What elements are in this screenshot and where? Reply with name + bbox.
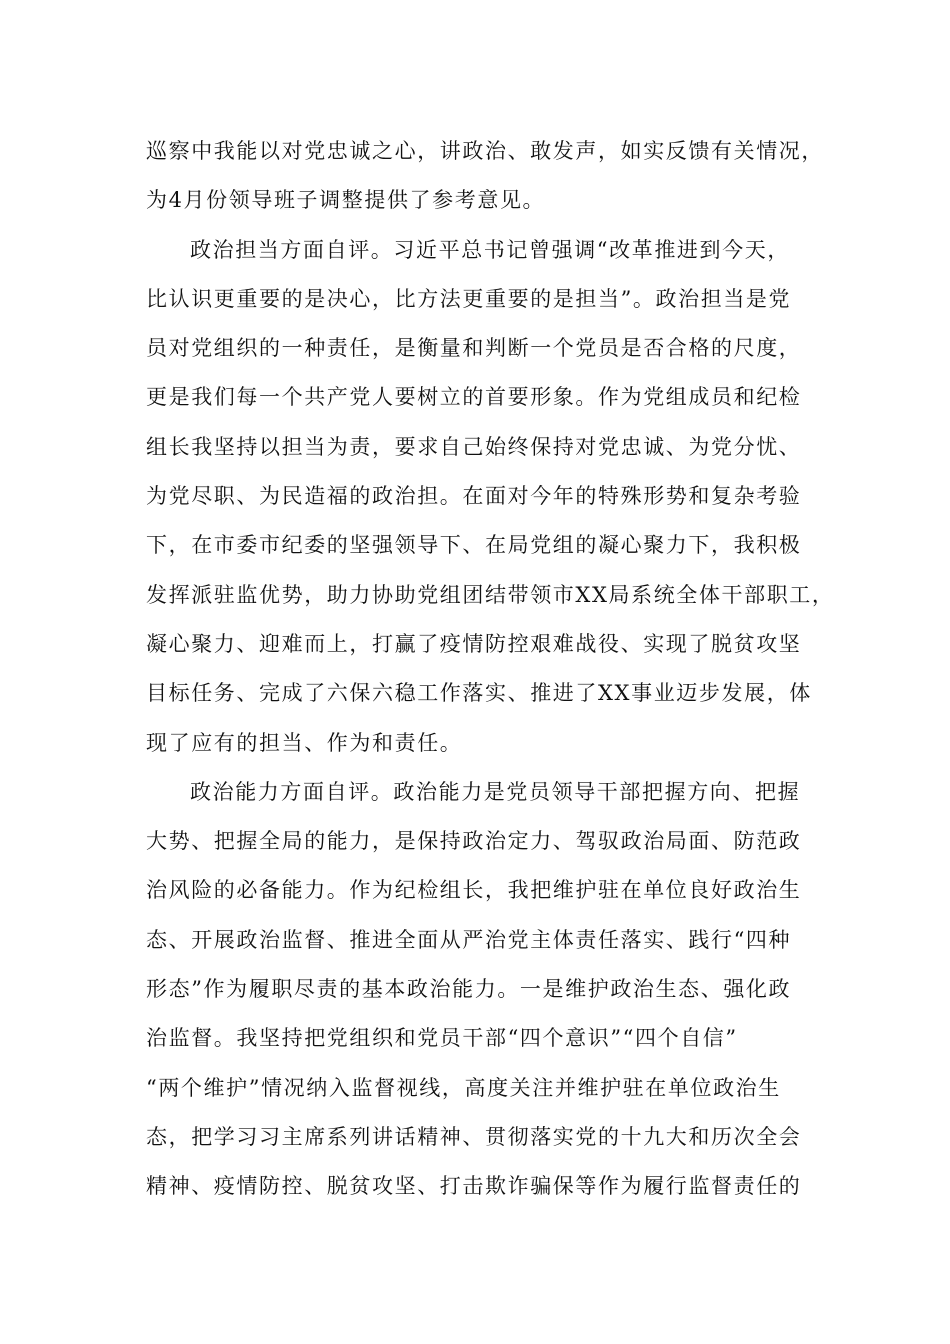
text-line: 态，把学习习主席系列讲话精神、贯彻落实党的十九大和历次全会 <box>146 1124 802 1149</box>
text-line: 形态”作为履职尽责的基本政治能力。一是维护政治生态、强化政 <box>146 977 792 1002</box>
text-line: 巡察中我能以对党忠诚之心，讲政治、敢发声，如实反馈有关情况， <box>146 139 824 163</box>
text-line: 为党尽职、为民造福的政治担。在面对今年的特殊形势和复杂考验 <box>146 484 802 509</box>
document-body <box>146 127 835 1212</box>
text-line: “两个维护”情况纳入监督视线，高度关注并维护驻在单位政治生 <box>146 1075 781 1100</box>
text-line: 下，在市委市纪委的坚强领导下、在局党组的凝心聚力下，我积极 <box>146 533 802 558</box>
text-line: 凝心聚力、迎难而上，打赢了疫情防控艰难战役、实现了脱贫攻坚 <box>146 631 802 656</box>
text-line: 比认识更重要的是决心，比方法更重要的是担当”。政治担当是党 <box>146 286 792 311</box>
text-line: 大势、把握全局的能力，是保持政治定力、驾驭政治局面、防范政 <box>146 829 802 854</box>
text-line: 治监督。我坚持把党组织和党员干部“四个意识”“四个自信” <box>146 1026 738 1051</box>
text-line: 为4月份领导班子调整提供了参考意见。 <box>146 188 546 213</box>
paragraph-start-line: 政治担当方面自评。习近平总书记曾强调“改革推进到今天， <box>190 237 790 262</box>
text-line: 组长我坚持以担当为责，要求自己始终保持对党忠诚、为党分忧、 <box>146 434 802 459</box>
text-line: 精神、疫情防控、脱贫攻坚、打击欺诈骗保等作为履行监督责任的 <box>146 1174 802 1199</box>
text-line: 目标任务、完成了六保六稳工作落实、推进了XX事业迈步发展，体 <box>146 681 812 706</box>
text-line: 态、开展政治监督、推进全面从严治党主体责任落实、践行“四种 <box>146 927 792 952</box>
text-line: 现了应有的担当、作为和责任。 <box>146 730 463 755</box>
text-line: 治风险的必备能力。作为纪检组长，我把维护驻在单位良好政治生 <box>146 878 802 903</box>
text-line: 员对党组织的一种责任，是衡量和判断一个党员是否合格的尺度， <box>146 336 802 361</box>
text-line: 更是我们每一个共产党人要树立的首要形象。作为党组成员和纪检 <box>146 385 802 410</box>
paragraph-start-line: 政治能力方面自评。政治能力是党员领导干部把握方向、把握 <box>190 779 801 804</box>
text-line: 发挥派驻监优势，助力协助党组团结带领市XX局系统全体干部职工， <box>146 582 835 607</box>
